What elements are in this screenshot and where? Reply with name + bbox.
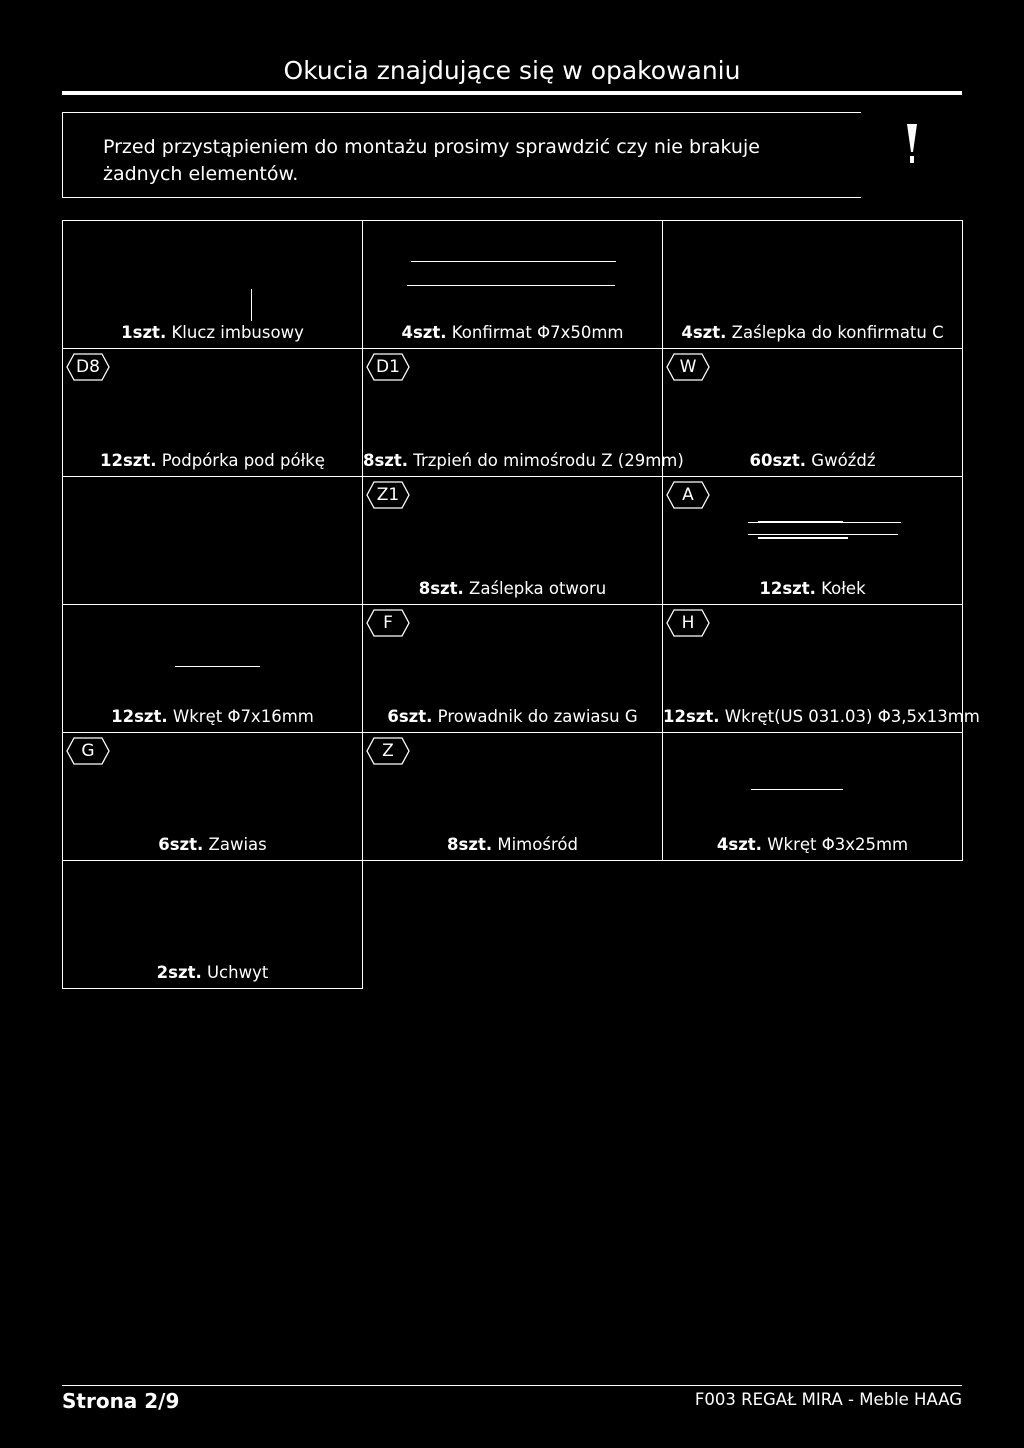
part-tag-label: F	[383, 613, 393, 633]
part-count: 2szt.	[156, 963, 202, 982]
hexagon-tag-icon	[366, 609, 410, 637]
part-count: 60szt.	[749, 451, 807, 470]
part-label	[363, 451, 684, 470]
part-name: Zaślepka otworu	[463, 579, 607, 598]
notice-box	[62, 112, 861, 198]
part-count: 12szt.	[111, 707, 168, 726]
part-cell	[362, 604, 663, 733]
part-drawing	[251, 289, 252, 321]
part-cell	[362, 732, 663, 861]
part-name: Wkręt(US 031.03) Φ3,5x13mm	[719, 707, 980, 726]
part-count: 8szt.	[447, 835, 493, 854]
footer-divider	[62, 1385, 962, 1386]
parts-grid	[62, 220, 980, 988]
part-cell	[62, 604, 363, 733]
part-cell	[362, 220, 663, 349]
part-label	[363, 323, 662, 342]
part-name: Kołek	[815, 579, 866, 598]
part-tag-label: D8	[76, 357, 100, 377]
part-count: 6szt.	[158, 835, 204, 854]
part-name: Konfirmat Φ7x50mm	[446, 323, 624, 342]
part-drawing	[758, 537, 848, 539]
part-name: Zaślepka do konfirmatu C	[726, 323, 944, 342]
part-cell	[662, 732, 963, 861]
part-cell	[62, 860, 363, 989]
part-cell	[362, 348, 684, 477]
part-count: 8szt.	[418, 579, 464, 598]
part-drawing	[758, 521, 843, 523]
part-tag-label: G	[81, 741, 95, 761]
hexagon-tag-icon	[666, 481, 710, 509]
part-label	[63, 323, 362, 342]
part-drawing	[175, 666, 260, 667]
document-id: F003 REGAŁ MIRA - Meble HAAG	[694, 1390, 962, 1409]
hexagon-tag-icon	[366, 737, 410, 765]
part-name: Gwóźdź	[806, 451, 876, 470]
hexagon-tag-icon	[366, 481, 410, 509]
part-count: 12szt.	[100, 451, 157, 470]
part-name: Mimośród	[492, 835, 578, 854]
part-count: 12szt.	[759, 579, 816, 598]
part-cell	[662, 476, 963, 605]
part-drawing	[407, 285, 615, 286]
part-tag-label: W	[679, 357, 697, 377]
part-cell	[62, 348, 363, 477]
part-label	[663, 835, 962, 854]
part-cell	[662, 348, 963, 477]
part-tag-label: H	[681, 613, 695, 633]
part-drawing	[411, 261, 616, 262]
part-name: Podpórka pod półkę	[156, 451, 325, 470]
page-number: Strona 2/9	[62, 1389, 180, 1413]
part-label	[63, 835, 362, 854]
page-title: Okucia znajdujące się w opakowaniu	[283, 56, 741, 85]
part-name: Wkręt Φ3x25mm	[761, 835, 909, 854]
part-count: 4szt.	[401, 323, 447, 342]
hexagon-tag-icon	[666, 609, 710, 637]
part-label	[663, 323, 962, 342]
part-cell	[62, 476, 363, 605]
part-name: Uchwyt	[201, 963, 269, 982]
part-label	[363, 707, 662, 726]
part-count: 1szt.	[121, 323, 167, 342]
part-count: 6szt.	[387, 707, 433, 726]
part-cell	[362, 476, 663, 605]
part-name: Wkręt Φ7x16mm	[167, 707, 314, 726]
part-cell	[662, 220, 963, 349]
hexagon-tag-icon	[66, 737, 110, 765]
part-count: 4szt.	[681, 323, 727, 342]
part-label	[363, 835, 662, 854]
hexagon-tag-icon	[666, 353, 710, 381]
part-label	[363, 579, 662, 598]
part-cell	[662, 604, 980, 733]
part-name: Zawias	[203, 835, 267, 854]
part-count: 8szt.	[363, 451, 409, 470]
part-label	[63, 963, 362, 982]
part-name: Prowadnik do zawiasu G	[432, 707, 638, 726]
part-label	[663, 451, 962, 470]
part-tag-label: D1	[376, 357, 400, 377]
part-name: Klucz imbusowy	[166, 323, 304, 342]
hexagon-tag-icon	[66, 353, 110, 381]
part-drawing	[751, 789, 843, 790]
part-count: 12szt.	[663, 707, 720, 726]
part-label	[63, 451, 362, 470]
exclamation-icon	[905, 124, 919, 164]
part-label	[663, 707, 980, 726]
part-count: 4szt.	[716, 835, 762, 854]
notice-text: Przed przystąpieniem do montażu prosimy sprawdzić czy nie brakuje żadnych elementów.	[103, 136, 760, 185]
part-label	[63, 707, 362, 726]
part-name: Trzpień do mimośrodu Z (29mm)	[408, 451, 684, 470]
title-divider	[62, 91, 962, 95]
part-cell	[62, 220, 363, 349]
part-tag-label: Z	[382, 741, 394, 761]
part-tag-label: Z1	[376, 485, 400, 505]
hexagon-tag-icon	[366, 353, 410, 381]
part-label	[663, 579, 962, 598]
part-cell	[62, 732, 363, 861]
part-tag-label: A	[682, 485, 694, 505]
